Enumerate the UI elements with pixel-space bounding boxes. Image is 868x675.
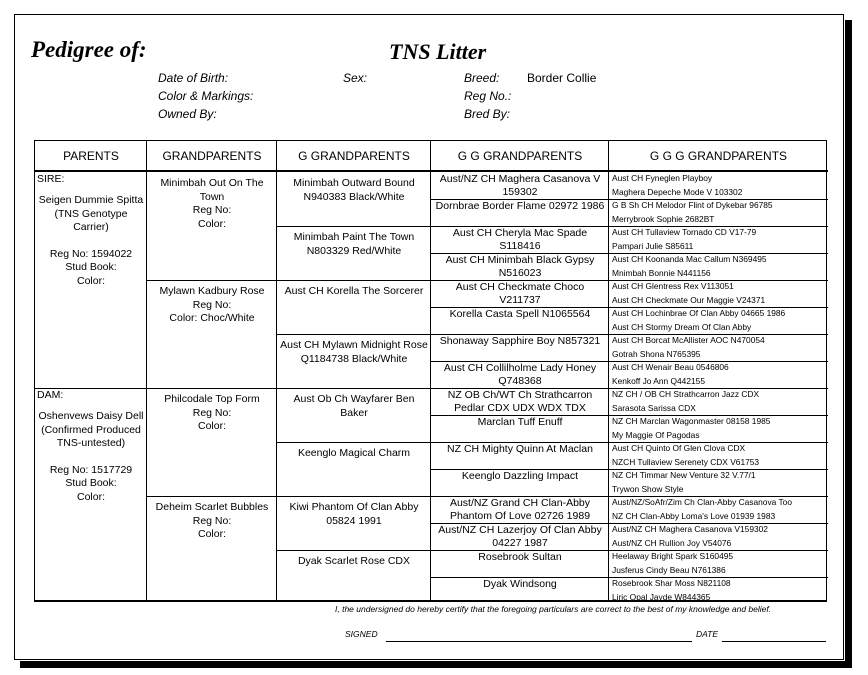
grandparent-cell — [147, 285, 277, 326]
ggg-grandparent-name: Aust CH Fyneglen Playboy — [612, 173, 713, 183]
g-grandparent-cell — [277, 447, 431, 461]
gg-grandparent-cell — [431, 497, 609, 523]
ggg-grandparent-name: Kenkoff Jo Ann Q442155 — [612, 375, 705, 386]
grandparent-reg-no: Reg No: — [192, 406, 232, 419]
gg-grandparent-name: Aust CH Collilholme Lady Honey Q748368 — [443, 362, 597, 387]
pedigree-name: TNS Litter — [389, 39, 487, 64]
page-shadow-bottom — [20, 661, 852, 668]
column-header: G GRANDPARENTS — [298, 148, 410, 163]
certification-text: I, the undersigned do hereby certify that the foregoing particulars are correct to the best of my knowledge and belief. — [335, 604, 772, 614]
ggg-grandparent-name: G B Sh CH Melodor Flint of Dykebar 96785 — [612, 200, 773, 210]
parent-reg-no: Reg No: 1594022 — [49, 247, 133, 260]
g-grandparent-cell — [277, 177, 431, 204]
gg-grandparent-cell — [431, 443, 609, 456]
g-grandparent-cell — [277, 555, 431, 569]
ggg-grandparent-name: Maghera Depeche Mode V 103302 — [612, 186, 743, 197]
ggg-grandparent-name: Aust CH Quinto Of Glen Clova CDX — [612, 443, 746, 453]
parent-reg-no: Reg No: 1517729 — [49, 463, 133, 476]
g-grandparent-cell — [277, 339, 431, 366]
grandparent-name: Minimbah Out On The Town — [160, 177, 264, 203]
g-grandparent-name: Kiwi Phantom Of Clan Abby 05824 1991 — [289, 501, 419, 527]
gg-grandparent-cell — [431, 173, 609, 199]
gg-grandparent-name: Aust/NZ CH Maghera Casanova V 159302 — [439, 173, 601, 198]
dob-label: Date of Birth: — [158, 71, 229, 85]
ggg-grandparent-name: Aust CH Koonanda Mac Callum N369495 — [612, 254, 767, 264]
gg-grandparent-name: Aust CH Cheryla Mac Spade S118416 — [452, 227, 588, 252]
parent-color: Color: — [76, 490, 105, 503]
gg-grandparent-cell — [431, 254, 609, 280]
gg-grandparent-name: Aust/NZ CH Lazerjoy Of Clan Abby 04227 1987 — [438, 524, 602, 549]
sex-label: Sex: — [343, 71, 368, 85]
g-grandparent-name: Aust CH Mylawn Midnight Rose Q1184738 Black/White — [280, 339, 428, 365]
parent-stud-book: Stud Book: — [65, 261, 117, 273]
ggg-grandparent-name: Aust CH Checkmate Our Maggie V24371 — [612, 294, 766, 305]
grandparent-cell — [147, 177, 277, 231]
ggg-grandparent-name: Aust CH Lochinbrae Of Clan Abby 04665 1986 — [612, 308, 786, 318]
parent-name: Oshenvews Daisy Dell (Confirmed Produced TNS-untested) — [38, 410, 144, 449]
gg-grandparent-cell — [431, 470, 609, 483]
gg-grandparent-cell — [431, 335, 609, 348]
gg-grandparent-cell — [431, 227, 609, 253]
page-shadow-right — [845, 20, 852, 667]
ggg-grandparent-name: Sarasota Sarissa CDX — [612, 402, 696, 413]
parent-stud-book: Stud Book: — [65, 477, 117, 489]
grandparent-cell — [147, 501, 277, 542]
parent-name: Seigen Dummie Spitta (TNS Genotype Carrier) — [38, 194, 144, 233]
gg-grandparent-name: Keenglo Dazzling Impact — [461, 470, 579, 482]
signed-label: SIGNED — [345, 629, 378, 639]
g-grandparent-cell — [277, 285, 431, 299]
ggg-grandparent-name: Aust CH Stormy Dream Of Clan Abby — [612, 321, 752, 332]
gg-grandparent-name: Marclan Tuff Enuff — [477, 416, 563, 428]
gg-grandparent-name: Korella Casta Spell N1065564 — [449, 308, 591, 320]
reg-no-label: Reg No.: — [464, 89, 512, 103]
grandparent-name: Mylawn Kadbury Rose — [159, 285, 265, 297]
ggg-grandparent-name: Aust CH Borcat McAllister AOC N470054 — [612, 335, 765, 345]
ggg-grandparent-name: My Maggie Of Pagodas — [612, 429, 700, 440]
ggg-grandparent-name: Aust/NZ/SoAfr/Zim Ch Clan-Abby Casanova Too — [612, 497, 792, 507]
g-grandparent-name: Minimbah Outward Bound N940383 Black/White — [293, 177, 415, 203]
gg-grandparent-cell — [431, 416, 609, 429]
ggg-grandparent-name: Trywon Show Style — [612, 483, 684, 494]
gg-grandparent-cell — [431, 524, 609, 550]
parent-cell — [35, 194, 147, 288]
ggg-grandparent-name: NZ CH Timmar New Venture 32 V.77/1 — [612, 470, 756, 480]
gg-grandparent-cell — [431, 551, 609, 564]
column-header: PARENTS — [63, 148, 119, 163]
gg-grandparent-name: Aust/NZ Grand CH Clan-Abby Phantom Of Love 02726 1989 — [449, 497, 591, 522]
parent-role: SIRE: — [37, 173, 65, 185]
signature-line[interactable] — [386, 641, 692, 642]
g-grandparent-cell — [277, 393, 431, 420]
g-grandparent-cell — [277, 231, 431, 258]
grandparent-color: Color: — [197, 217, 226, 230]
ggg-grandparent-name: Aust/NZ CH Rullion Joy V54076 — [612, 537, 732, 548]
gg-grandparent-name: Shonaway Sapphire Boy N857321 — [439, 335, 601, 347]
parent-cell — [35, 410, 147, 504]
ggg-grandparent-name: Merrybrook Sophie 2682BT — [612, 213, 715, 224]
color-markings-label: Color & Markings: — [158, 89, 254, 103]
ggg-grandparent-name: Jusferus Cindy Beau N761386 — [612, 564, 726, 575]
gg-grandparent-name: Dyak Windsong — [483, 578, 557, 590]
ggg-grandparent-name: Gotrah Shona N765395 — [612, 348, 701, 359]
grandparent-color: Color: — [197, 420, 226, 432]
gg-grandparent-cell — [431, 578, 609, 591]
gg-grandparent-cell — [431, 389, 609, 415]
breed-label: Breed: — [464, 71, 500, 85]
column-header: GRANDPARENTS — [162, 148, 262, 163]
g-grandparent-cell — [277, 501, 431, 528]
grandparent-reg-no: Reg No: — [192, 204, 232, 216]
g-grandparent-name: Dyak Scarlet Rose CDX — [297, 555, 411, 567]
date-line[interactable] — [722, 641, 826, 642]
gg-grandparent-cell — [431, 362, 609, 388]
g-grandparent-name: Aust CH Korella The Sorcerer — [284, 285, 424, 297]
grandparent-reg-no: Reg No: — [192, 514, 232, 527]
gg-grandparent-name: Aust CH Minimbah Black Gypsy N516023 — [445, 254, 595, 279]
grandparent-name: Deheim Scarlet Bubbles — [155, 501, 269, 513]
ggg-grandparent-name: Heelaway Bright Spark S160495 — [612, 551, 734, 561]
column-header: G G GRANDPARENTS — [457, 148, 583, 163]
ggg-grandparent-name: Rosebrook Shar Moss N821108 — [612, 578, 731, 588]
grandparent-color: Color: — [197, 528, 226, 540]
ggg-grandparent-name: Aust/NZ CH Maghera Casanova V159302 — [612, 524, 768, 534]
ggg-grandparent-name: Liric Opal Jayde W844365 — [612, 591, 711, 602]
gg-grandparent-name: Rosebrook Sultan — [478, 551, 562, 563]
bred-by-label: Bred By: — [464, 107, 511, 121]
owned-by-label: Owned By: — [158, 107, 217, 121]
parent-role: DAM: — [37, 389, 64, 401]
g-grandparent-name: Aust Ob Ch Wayfarer Ben Baker — [293, 393, 415, 419]
grandparent-reg-no: Reg No: — [192, 298, 232, 311]
ggg-grandparent-name: NZ CH Marclan Wagonmaster 08158 1985 — [612, 416, 771, 426]
grandparent-color: Color: Choc/White — [169, 312, 255, 324]
gg-grandparent-name: NZ OB Ch/WT Ch Strathcarron Pedlar CDX UDX WDX TDX — [447, 389, 593, 414]
gg-grandparent-cell — [431, 200, 609, 213]
parent-color: Color: — [76, 274, 105, 287]
ggg-grandparent-name: Aust CH Tullaview Tornado CD V17-79 — [612, 227, 757, 237]
grandparent-cell — [147, 393, 277, 434]
date-label: DATE — [696, 629, 719, 639]
gg-grandparent-name: NZ CH Mighty Quinn At Maclan — [447, 443, 593, 455]
pedigree-label: Pedigree of: — [31, 37, 147, 62]
gg-grandparent-cell — [431, 281, 609, 307]
breed-value: Border Collie — [527, 71, 597, 85]
g-grandparent-name: Keenglo Magical Charm — [297, 447, 411, 459]
ggg-grandparent-name: Aust CH Wenair Beau 0546806 — [612, 362, 729, 372]
gg-grandparent-name: Dornbrae Border Flame 02972 1986 — [435, 200, 605, 212]
ggg-grandparent-name: Aust CH Glentress Rex V113051 — [612, 281, 734, 291]
ggg-grandparent-name: Mnimbah Bonnie N441156 — [612, 267, 711, 278]
column-header: G G G GRANDPARENTS — [649, 148, 788, 163]
g-grandparent-name: Minimbah Paint The Town N803329 Red/White — [293, 231, 415, 257]
gg-grandparent-cell — [431, 308, 609, 321]
ggg-grandparent-name: NZ CH Clan-Abby Loma's Love 01939 1983 — [612, 510, 776, 521]
ggg-grandparent-name: Pampari Julie S85611 — [612, 240, 694, 251]
grandparent-name: Philcodale Top Form — [164, 393, 260, 405]
pedigree-table — [34, 140, 827, 602]
gg-grandparent-name: Aust CH Checkmate Choco V211737 — [455, 281, 585, 306]
ggg-grandparent-name: NZCH Tullaview Serenety CDX V61753 — [612, 456, 760, 467]
pedigree-page — [14, 14, 844, 660]
ggg-grandparent-name: NZ CH / OB CH Strathcarron Jazz CDX — [612, 389, 760, 399]
